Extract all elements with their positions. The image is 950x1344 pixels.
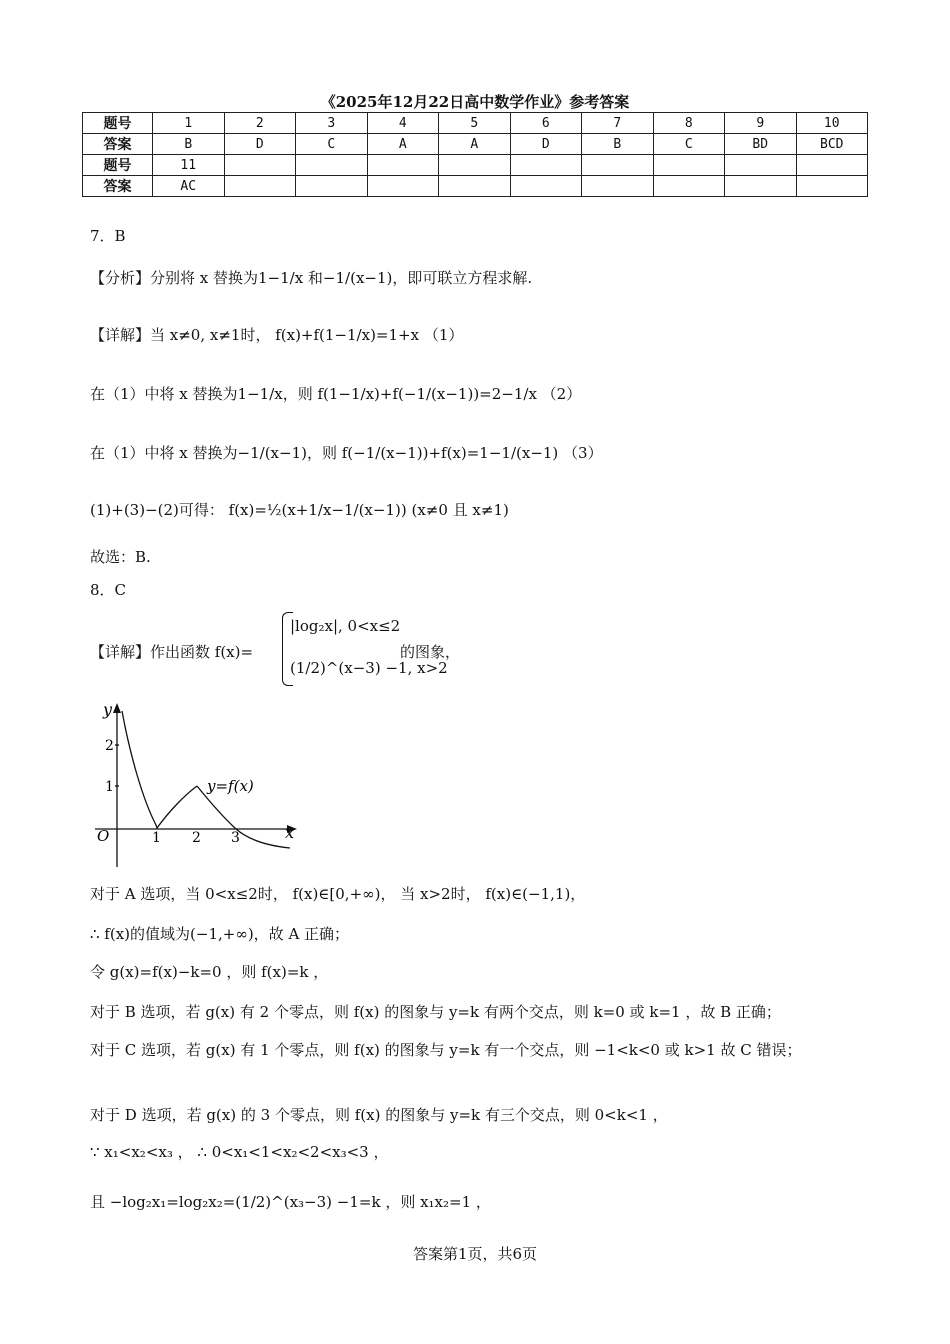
- table-cell: [582, 155, 654, 176]
- curve-label: y=f(x): [207, 777, 254, 795]
- piecewise-case-1: |log₂x|, 0<x≤2: [290, 617, 401, 635]
- table-cell: 8: [653, 113, 725, 134]
- q8-line-d: 对于 D 选项，若 g(x) 的 3 个零点，则 f(x) 的图象与 y=k 有三个交点，则 0<k<1 ，: [90, 1106, 668, 1124]
- curve-exp-part: [197, 786, 290, 848]
- q7-step2: 在（1）中将 x 替换为1−1/x，则 f(1−1/x)+f(−1/(x−1))=2−1/x （2）: [90, 385, 582, 403]
- table-header-cell: 答案: [83, 134, 153, 155]
- x-axis-label: x: [285, 823, 295, 842]
- table-cell: [725, 176, 797, 197]
- table-cell: [367, 176, 439, 197]
- answer-table: [82, 112, 868, 197]
- table-cell: 6: [510, 113, 582, 134]
- table-cell: 5: [439, 113, 511, 134]
- y-tick-label: 1: [105, 779, 114, 795]
- table-cell: [224, 176, 296, 197]
- q7-number: 7．B: [90, 227, 126, 245]
- table-row: [83, 113, 868, 134]
- table-cell: [510, 155, 582, 176]
- q8-line-order: ∵ x₁<x₂<x₃ ， ∴ 0<x₁<1<x₂<2<x₃<3 ，: [90, 1143, 389, 1161]
- curve-log-part: [122, 711, 197, 828]
- q8-line-range: ∴ f(x)的值域为(−1,+∞)，故 A 正确；: [90, 925, 350, 943]
- table-cell: 4: [367, 113, 439, 134]
- table-cell: [367, 155, 439, 176]
- table-cell: [582, 176, 654, 197]
- table-cell: [796, 176, 868, 197]
- table-cell: 7: [582, 113, 654, 134]
- table-cell: [296, 155, 368, 176]
- table-cell: A: [439, 134, 511, 155]
- table-row: [83, 134, 868, 155]
- table-header-cell: 题号: [83, 113, 153, 134]
- table-header-cell: 题号: [83, 155, 153, 176]
- table-cell: [224, 155, 296, 176]
- y-axis-label: y: [103, 700, 113, 719]
- table-cell: [653, 176, 725, 197]
- origin-label: O: [97, 827, 110, 845]
- table-cell: B: [582, 134, 654, 155]
- table-cell: BD: [725, 134, 797, 155]
- x-tick-label: 2: [192, 830, 201, 846]
- y-axis-arrow-icon: [113, 703, 121, 713]
- q8-detail-prefix: 【详解】作出函数 f(x)=: [90, 643, 254, 661]
- x-tick-label: 3: [231, 830, 240, 846]
- table-cell: 9: [725, 113, 797, 134]
- table-cell: 3: [296, 113, 368, 134]
- q7-conclusion: 故选：B.: [90, 548, 151, 566]
- q8-line-b: 对于 B 选项，若 g(x) 有 2 个零点，则 f(x) 的图象与 y=k 有两个交点，则 k=0 或 k=1 ，故 B 正确；: [90, 1003, 781, 1021]
- table-cell: [296, 176, 368, 197]
- page-footer: 答案第1页，共6页: [412, 1245, 538, 1263]
- table-cell: B: [153, 134, 225, 155]
- x-tick-label: 1: [152, 830, 161, 846]
- table-cell: C: [296, 134, 368, 155]
- table-row: [83, 155, 868, 176]
- piecewise-case-2: (1/2)^(x−3) −1, x>2: [290, 659, 448, 677]
- q8-line-g: 令 g(x)=f(x)−k=0 ，则 f(x)=k ，: [90, 963, 329, 981]
- table-cell: 10: [796, 113, 868, 134]
- table-header-cell: 答案: [83, 176, 153, 197]
- table-cell: 2: [224, 113, 296, 134]
- table-cell: [439, 155, 511, 176]
- page-title: 《2025年12月22日高中数学作业》参考答案: [320, 93, 630, 111]
- q7-analysis: 【分析】分别将 x 替换为1−1/x 和−1/(x−1)，即可联立方程求解.: [90, 269, 533, 287]
- table-cell: 11: [153, 155, 225, 176]
- table-cell: [439, 176, 511, 197]
- table-cell: [653, 155, 725, 176]
- table-cell: [725, 155, 797, 176]
- table-cell: A: [367, 134, 439, 155]
- table-cell: C: [653, 134, 725, 155]
- q7-combine: (1)+(3)−(2)可得： f(x)=½(x+1/x−1/(x−1)) (x≠0 且 x≠1): [90, 501, 509, 519]
- table-cell: D: [224, 134, 296, 155]
- q8-detail-suffix: 的图象，: [400, 643, 461, 661]
- table-cell: [796, 155, 868, 176]
- table-cell: [510, 176, 582, 197]
- q8-line-a: 对于 A 选项，当 0<x≤2时， f(x)∈[0,+∞)， 当 x>2时， f(x)∈(−1,1)，: [90, 885, 586, 903]
- q8-line-c: 对于 C 选项，若 g(x) 有 1 个零点，则 f(x) 的图象与 y=k 有一个交点，则 −1<k<0 或 k>1 故 C 错误；: [90, 1041, 802, 1059]
- table-cell: AC: [153, 176, 225, 197]
- q7-detail: 【详解】当 x≠0, x≠1时， f(x)+f(1−1/x)=1+x （1）: [90, 326, 464, 344]
- table-cell: BCD: [796, 134, 868, 155]
- table-cell: 1: [153, 113, 225, 134]
- q8-line-log: 且 −log₂x₁=log₂x₂=(1/2)^(x₃−3) −1=k ，则 x₁x₂=1 ，: [90, 1193, 491, 1211]
- y-tick-label: 2: [105, 738, 114, 754]
- q7-step3: 在（1）中将 x 替换为−1/(x−1)，则 f(−1/(x−1))+f(x)=1−1/(x−1) （3）: [90, 444, 603, 462]
- table-cell: D: [510, 134, 582, 155]
- table-row: [83, 176, 868, 197]
- q8-number: 8．C: [90, 581, 127, 599]
- function-graph: [85, 695, 305, 870]
